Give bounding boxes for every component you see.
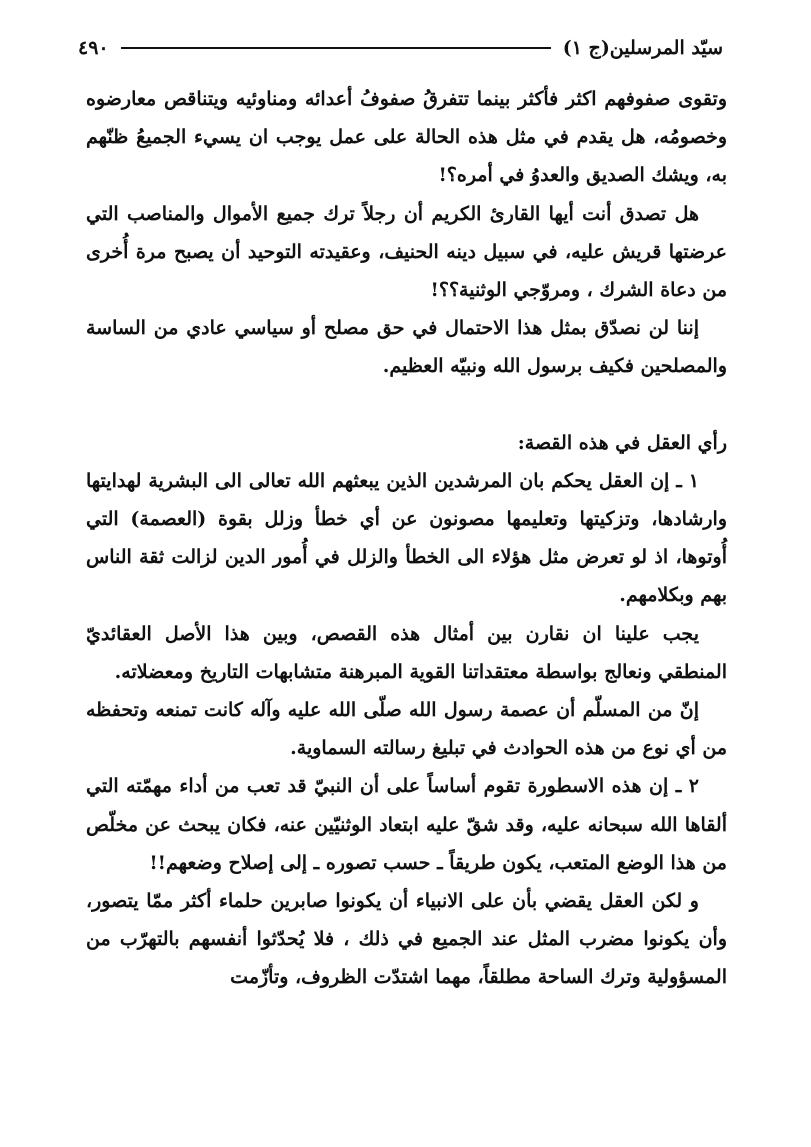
section-heading: رأي العقل في هذه القصة: bbox=[517, 431, 727, 454]
running-title: سيّد المرسلين(ج ١) bbox=[562, 37, 723, 59]
paragraph-statement: إننا لن نصدّق بمثل هذا الاحتمال في حق مصلح أو سياسي عادي من الساسة والمصلحين فكيف برسول الله ونبيّه العظيم. bbox=[86, 317, 727, 378]
paragraph-continuation: وتقوى صفوفهم اكثر فأكثر بينما تتفرقُ صفوفُ أعدائه ومناوئيه ويتناقص معارضوه وخصومُه، هل يقدم في مثل هذه الحالة على عمل يوجب ان يسيء الجميعُ ظنّهم به، ويشك الصديق والعدوُ في أمره؟! bbox=[86, 88, 727, 187]
paragraph-point-1: ١ ـ إن العقل يحكم بان المرشدين الذين يبعثهم الله تعالى الى البشرية لهدايتها وارشادها، وتزكيتها وتعليمها مصونون عن أي خطأ وزلل بقوة (العصمة) التي أُوتوها، اذ لو تعرض مثل هؤلاء الى الخطأ والزلل في أُمور الدين لزالت ثقة الناس بهم وبكلامهم. bbox=[86, 469, 727, 607]
page-header bbox=[78, 34, 723, 62]
paragraph-reason: و لكن العقل يقضي بأن على الانبياء أن يكونوا صابرين حلماء أكثر ممّا يتصور، وأن يكونوا مضرب المثل عند الجميع في ذلك ، فلا يُحدّثوا أنفسهم بالتهرّب من المسؤولية وترك الساحة مطلقاً، مهما اشتدّت الظروف، وتأزّمت bbox=[86, 890, 727, 989]
header-rule bbox=[121, 47, 551, 49]
page-body bbox=[86, 80, 727, 997]
paragraph-question: هل تصدق أنت أيها القارئ الكريم أن رجلاً ترك جميع الأموال والمناصب التي عرضتها قريش عليه، في سبيل دينه الحنيف، وعقيدته التوحيد أن يصبح مرة أُخرى من دعاة الشرك ، ومروّجي الوثنية؟؟! bbox=[86, 202, 727, 302]
paragraph-comparison: يجب علينا ان نقارن بين أمثال هذه القصص، وبين هذا الأصل العقائديّ المنطقي ونعالج بواسطة معتقداتنا القوية المبرهنة متشابهات التاريخ ومعضلاته. bbox=[86, 622, 727, 683]
paragraph-point-2: ٢ ـ إن هذه الاسطورة تقوم أساساً على أن النبيّ قد تعب من أداء مهمّته التي ألقاها الله سبحانه عليه، وقد شقّ عليه ابتعاد الوثنيّين عنه، فكان يبحث عن مخلّص من هذا الوضع المتعب، يكون طريقاً ـ حسب تصوره ـ إلى إصلاح وضعهم!! bbox=[86, 775, 727, 874]
page-number: ٤٩٠ bbox=[78, 37, 109, 59]
paragraph-infallibility: إنّ من المسلّم أن عصمة رسول الله صلّى الله عليه وآله كانت تمنعه وتحفظه من أي نوع من هذه الحوادث في تبليغ رسالته السماوية. bbox=[86, 699, 727, 760]
